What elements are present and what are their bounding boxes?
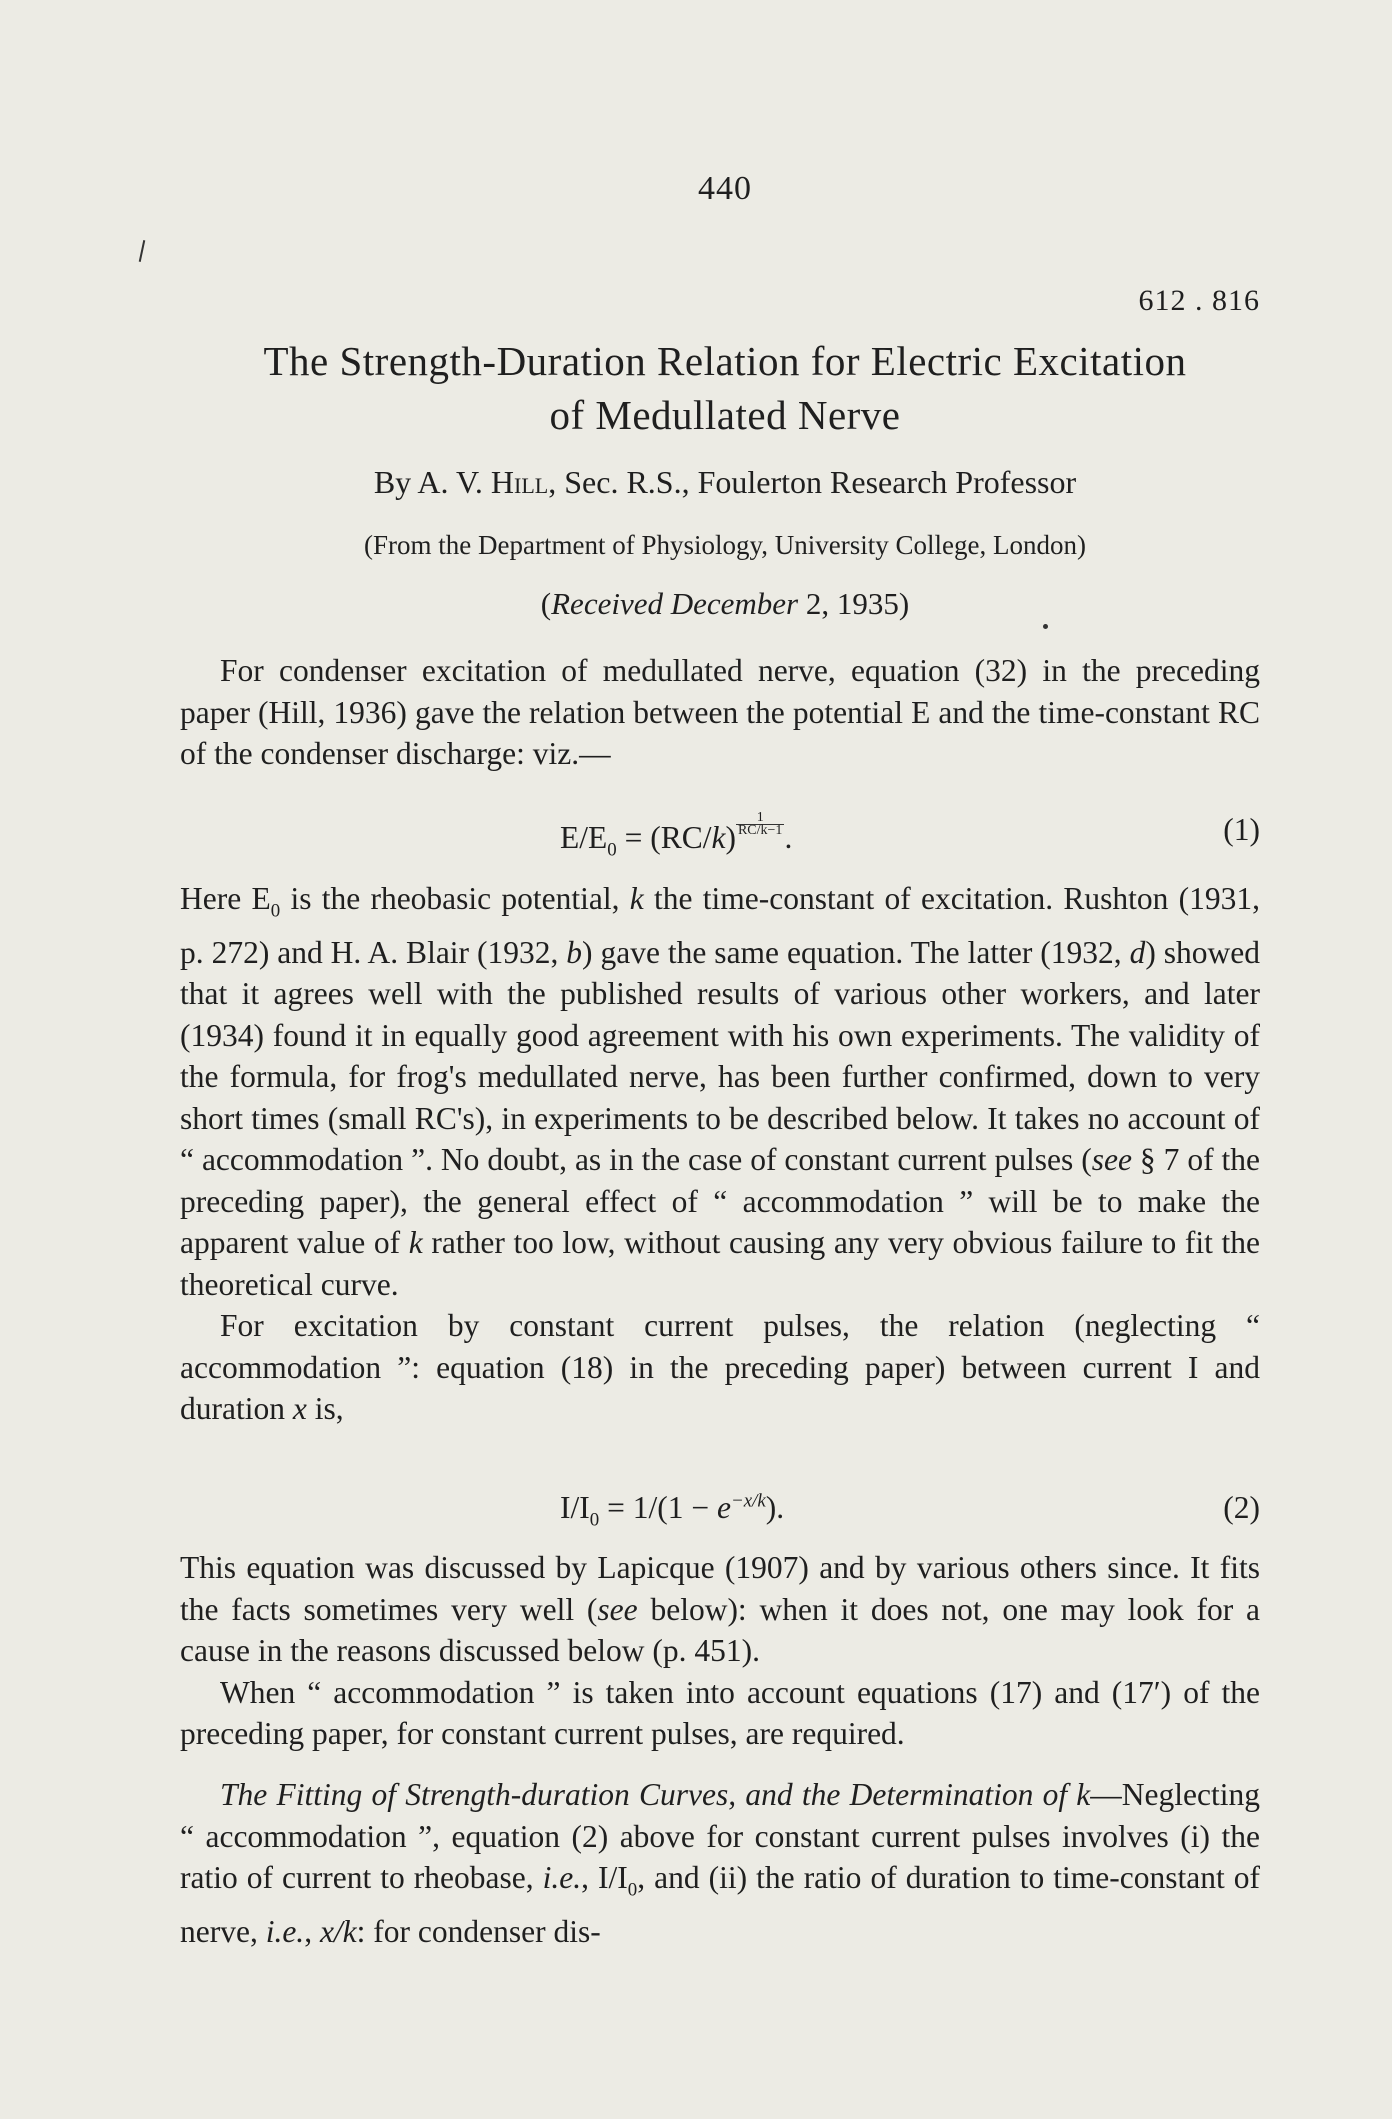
p6-e: : for condenser dis- [356,1913,601,1949]
p2-b-italic: b [566,934,583,970]
received-rest: 2, 1935) [798,586,910,621]
equation-1 [180,810,1260,861]
paragraph-1-text: For condenser excitation of medullated nerve, equation (32) in the preceding paper (Hill, 1936) gave the relation between the potential E and the time-constant RC of the condenser discharge: viz.— [180,653,1260,771]
p4-b: below): when it does not, one may look for a cause in the reasons discussed below (p. 451). [180,1591,1260,1668]
byline-suffix: , Sec. R.S., Foulerton Research Professor [548,464,1077,500]
received-label: Received December [551,586,799,621]
p6-a: Neglecting “ accommodation ”, equation (2) above for constant current pulses involves (i) the ratio of current to rheobase, [180,1777,1260,1895]
p3-b: is, [306,1391,344,1427]
paragraph-6-text [180,1774,1260,1952]
title-line-1: The Strength-Duration Relation for Electric Excitation [263,338,1187,384]
affiliation: (From the Department of Physiology, University College, London) [364,530,1086,560]
p3-a: For excitation by constant current pulses, the relation (neglecting “ accommodation ”: equation (18) in the preceding paper) between current I and duration [180,1308,1260,1427]
p4-see: see [597,1591,638,1627]
p2-b: is the rheobasic potential, [280,881,630,916]
received-date [180,586,1270,622]
paragraph-2-text [180,878,1260,1305]
title-line-2: of Medullated Nerve [549,392,901,438]
eq1-mid: = (RC/ [616,820,712,855]
heading-dash: — [1090,1777,1122,1812]
byline [180,464,1270,501]
paragraph-5-text: When “ accommodation ” is taken into account equations (17) and (17′) of the preceding paper, for constant current pulses, are required. [180,1674,1260,1751]
p2-k2: k [408,1225,423,1261]
p6-d: , [304,1913,320,1949]
byline-prefix: By A. V. [373,464,491,500]
paragraph-4 [180,1547,1260,1755]
paragraph-4-text [180,1547,1260,1672]
paragraph-1 [180,650,1260,775]
stray-mark [139,240,146,262]
eq1-k: k [711,820,726,855]
eq1-lhs: E/E [560,820,608,855]
p2-d-italic: d [1129,934,1146,970]
eq1-exponent [736,812,784,837]
p2-d: ) gave the same equation. The latter (1932, [582,934,1130,970]
paragraph-2 [180,878,1260,1430]
eq1-close: ) [725,820,736,855]
p6-xk: x/k [319,1913,357,1949]
p2-k1: k [629,881,644,916]
equation-1-number: (1) [1223,812,1260,847]
p4-a: This equation was discussed by Lapicque (1907) and by various others since. It fits the facts sometimes very well ( [180,1550,1260,1627]
p2-a-sub: 0 [270,900,281,922]
p6-c: , and (ii) the ratio of duration to time-constant of nerve, [180,1860,1260,1949]
eq2-exp: −x/k [730,1490,766,1512]
p2-a: Here E [180,881,271,916]
equation-2-body [560,1490,784,1531]
eq1-exp-num: 1 [736,812,784,825]
classification-number: 612 . 816 [1138,284,1260,317]
section-heading: The Fitting of Strength-duration Curves, and the Determination of k [220,1777,1091,1812]
eq2-end: ). [765,1490,785,1525]
article-title [180,334,1270,442]
equation-2-number: (2) [1223,1490,1260,1525]
p6-b-sub: 0 [627,1879,638,1901]
eq2-mid: = 1/(1 − [599,1490,717,1525]
p2-e: ) showed that it agrees well with the published results of various other workers, and later (1934) found it in equally good agreement with his own experiments. The validity of the formula, for frog's medullated nerve, has been further confirmed, down to very short times (small RC's), in experiments to be described below. It takes no account of “ accommodation ”. No doubt, as in the case of constant current pulses ( [180,934,1260,1178]
p2-f: § 7 of the preceding paper), the general effect of “ accommodation ” will be to make the apparent value of [180,1142,1260,1261]
eq1-exp-den: RC/k−1 [737,823,783,838]
eq2-lhs-sub: 0 [589,1509,600,1531]
p2-c: the time-constant of excitation. Rushton (1931, p. 272) and H. A. Blair (1932, [180,881,1260,970]
received-open: ( [540,586,552,621]
equation-1-body [560,812,792,861]
paragraph-6 [180,1774,1260,1952]
paragraph-3-text [180,1305,1260,1430]
p2-g: rather too low, without causing any very obvious failure to fit the theoretical curve. [180,1225,1261,1302]
equation-2 [180,1490,1260,1534]
p6-ie1: i.e. [542,1860,582,1895]
stray-dot [1043,624,1048,629]
eq2-lhs: I/I [560,1490,590,1525]
eq1-lhs-sub: 0 [607,839,617,861]
author-surname: Hill [490,464,549,500]
page-number: 440 [698,170,752,207]
p2-see: see [1091,1142,1132,1178]
eq1-end: . [784,820,793,855]
eq2-e: e [716,1490,731,1525]
p6-ie2: i.e. [265,1913,305,1949]
p6-b: , I/I [581,1860,628,1895]
p3-x: x [292,1391,307,1427]
